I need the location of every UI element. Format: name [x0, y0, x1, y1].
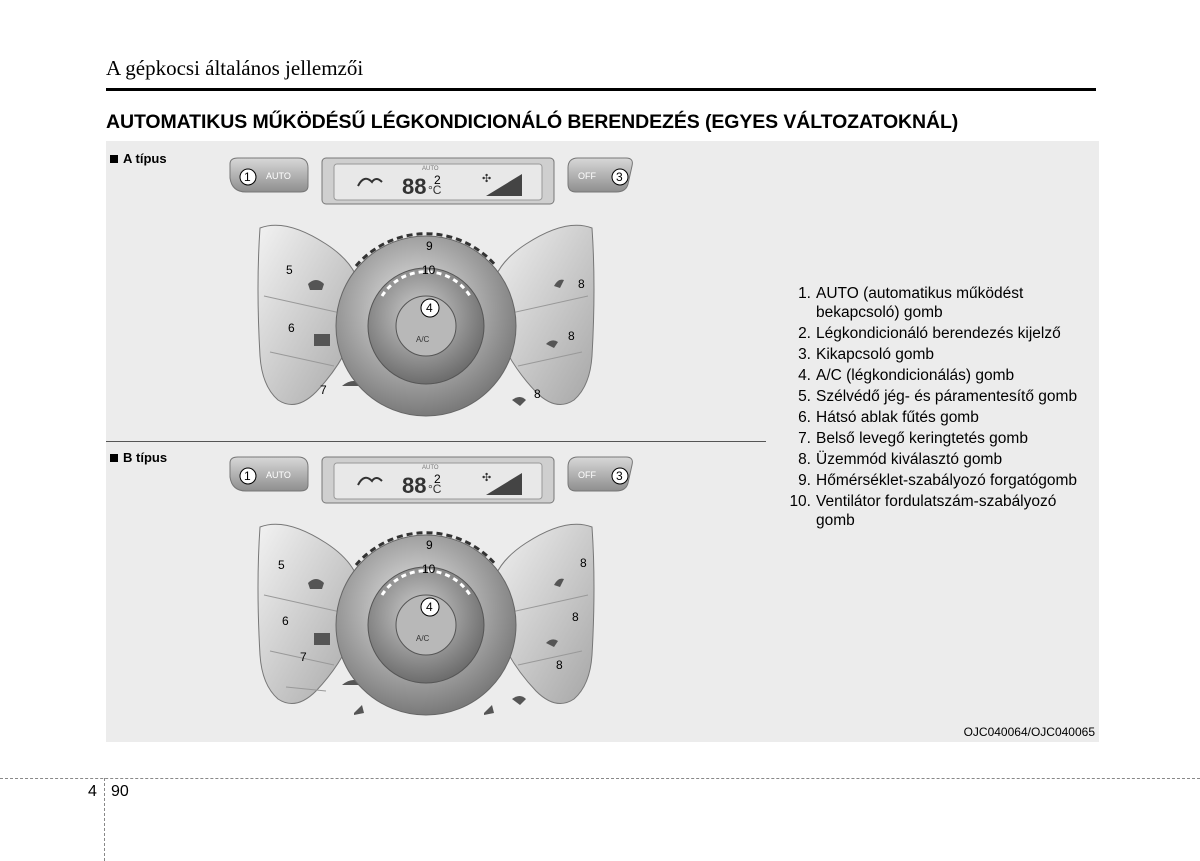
callout-9 — [426, 239, 433, 253]
legend-item-text: AUTO (automatikus működést bekapcsoló) gomb — [816, 285, 1024, 321]
rear-defrost-icon — [314, 633, 330, 645]
footer-dashed-line — [0, 778, 1200, 779]
legend-item — [784, 408, 1094, 427]
legend-item-text: Hátsó ablak fűtés gomb — [816, 409, 979, 426]
callout-2 — [434, 472, 441, 486]
page-number: 90 — [111, 783, 129, 800]
display-unit: °C — [428, 482, 442, 496]
callout-6 — [282, 614, 289, 628]
callout-1 — [240, 468, 256, 484]
callout-7 — [300, 650, 307, 664]
legend-item-number: 9. — [798, 472, 811, 489]
legend-item-text: Hőmérséklet-szabályozó forgatógomb — [816, 472, 1078, 489]
callout-8-bottom — [534, 387, 541, 401]
footer-vertical-dash — [104, 778, 105, 861]
legend-item-number: 6. — [798, 409, 811, 426]
type-b-label: B típus — [110, 450, 167, 465]
temperature-knob[interactable] — [336, 234, 516, 416]
off-button-label: OFF — [578, 171, 596, 181]
callout-3 — [612, 169, 628, 185]
svg-text:7: 7 — [320, 383, 327, 397]
svg-text:8: 8 — [556, 658, 563, 672]
rear-defrost-icon — [314, 334, 330, 346]
display-temperature: 88 — [402, 473, 427, 498]
callout-4 — [421, 598, 439, 616]
legend-item-text: Üzemmód kiválasztó gomb — [816, 451, 1003, 468]
climate-panel-illustration — [216, 156, 636, 446]
svg-text:8: 8 — [572, 610, 579, 624]
chapter-number: 4 — [88, 783, 97, 800]
legend-item-number: 2. — [798, 325, 811, 342]
legend-item-number: 4. — [798, 367, 811, 384]
figure-code: OJC040064/OJC040065 — [963, 725, 1095, 739]
legend-item-text: Szélvédő jég- és páramentesítő gomb — [816, 388, 1078, 405]
callout-9 — [426, 538, 433, 552]
svg-text:1: 1 — [244, 469, 251, 483]
svg-text:6: 6 — [282, 614, 289, 628]
svg-text:1: 1 — [244, 170, 251, 184]
callout-8-middle — [572, 610, 579, 624]
legend-item — [784, 387, 1094, 406]
svg-text:4: 4 — [426, 600, 433, 614]
svg-text:8: 8 — [578, 277, 585, 291]
figure-panel — [106, 141, 1099, 742]
callout-4 — [421, 299, 439, 317]
display-auto-indicator: AUTO — [422, 465, 439, 471]
legend-item-number: 1. — [798, 285, 811, 302]
svg-text:8: 8 — [580, 556, 587, 570]
section-title: AUTOMATIKUS MŰKÖDÉSŰ LÉGKONDICIONÁLÓ BERENDEZÉS (EGYES VÁLTOZATOKNÁL) — [106, 111, 959, 133]
callout-2 — [434, 173, 441, 187]
svg-text:10: 10 — [422, 263, 436, 277]
seat-button-left[interactable] — [354, 705, 364, 715]
callout-5 — [286, 263, 293, 277]
legend-item — [784, 471, 1094, 490]
svg-text:4: 4 — [426, 301, 433, 315]
page-header-title: A gépkocsi általános jellemzői — [106, 56, 364, 80]
legend-item — [784, 366, 1094, 385]
fan-icon: ✣ — [482, 173, 492, 185]
legend-item — [784, 450, 1094, 469]
control-panel-type-a — [216, 156, 636, 446]
ac-button-label: A/C — [416, 634, 430, 643]
legend-item-text: Kikapcsoló gomb — [816, 346, 935, 363]
callout-10 — [422, 263, 436, 277]
display-unit: °C — [428, 183, 442, 197]
svg-text:3: 3 — [616, 469, 623, 483]
legend-item — [784, 345, 1094, 364]
callout-8-top — [580, 556, 587, 570]
legend-item-number: 7. — [798, 430, 811, 447]
header-rule — [106, 88, 1096, 91]
seat-icon — [354, 705, 364, 715]
climate-panel-illustration — [216, 455, 636, 745]
legend-item — [784, 284, 1094, 322]
mode-defrost-feet-icon — [512, 696, 526, 705]
svg-text:6: 6 — [288, 321, 295, 335]
callout-1 — [240, 169, 256, 185]
rear-defrost-button[interactable] — [314, 334, 330, 346]
seat-button-right[interactable] — [484, 705, 494, 715]
off-button-label: OFF — [578, 470, 596, 480]
figure-divider — [106, 441, 766, 442]
callout-8-bottom — [556, 658, 563, 672]
callout-8-top — [578, 277, 585, 291]
legend-item — [784, 429, 1094, 448]
legend-item-number: 3. — [798, 346, 811, 363]
mode-button-defrost-feet[interactable] — [512, 397, 526, 406]
svg-text:5: 5 — [286, 263, 293, 277]
svg-text:5: 5 — [278, 558, 285, 572]
legend-item — [784, 492, 1094, 530]
legend-item-text: Belső levegő keringtetés gomb — [816, 430, 1028, 447]
auto-button-label: AUTO — [266, 470, 291, 480]
legend-item-text: Légkondicionáló berendezés kijelző — [816, 325, 1061, 342]
callout-10 — [422, 562, 436, 576]
fan-icon: ✣ — [482, 472, 492, 484]
mode-button-defrost-feet[interactable] — [512, 696, 526, 705]
legend-item-text: Ventilátor fordulatszám-szabályozó gomb — [816, 493, 1057, 529]
temperature-knob[interactable] — [336, 533, 516, 715]
callout-5 — [278, 558, 285, 572]
svg-text:9: 9 — [426, 538, 433, 552]
display-temperature: 88 — [402, 174, 427, 199]
svg-text:7: 7 — [300, 650, 307, 664]
control-panel-type-b — [216, 455, 636, 745]
legend-item-text: A/C (légkondicionálás) gomb — [816, 367, 1015, 384]
legend-item — [784, 324, 1094, 343]
bullet-square-icon — [110, 454, 118, 462]
display-auto-indicator: AUTO — [422, 166, 439, 172]
callout-3 — [612, 468, 628, 484]
svg-text:8: 8 — [534, 387, 541, 401]
legend-item-number: 5. — [798, 388, 811, 405]
callout-6 — [288, 321, 295, 335]
type-a-label: A típus — [110, 151, 167, 166]
svg-text:10: 10 — [422, 562, 436, 576]
auto-button-label: AUTO — [266, 171, 291, 181]
svg-text:2: 2 — [434, 173, 441, 187]
callout-7 — [320, 383, 327, 397]
rear-defrost-button[interactable] — [314, 633, 330, 645]
mode-defrost-feet-icon — [512, 397, 526, 406]
svg-text:2: 2 — [434, 472, 441, 486]
ac-button-label: A/C — [416, 335, 430, 344]
legend-item-number: 10. — [789, 493, 811, 510]
svg-text:9: 9 — [426, 239, 433, 253]
svg-text:3: 3 — [616, 170, 623, 184]
callout-8-middle — [568, 329, 575, 343]
bullet-square-icon — [110, 155, 118, 163]
seat-icon — [484, 705, 494, 715]
legend-item-number: 8. — [798, 451, 811, 468]
svg-text:8: 8 — [568, 329, 575, 343]
legend-list — [784, 284, 1094, 532]
